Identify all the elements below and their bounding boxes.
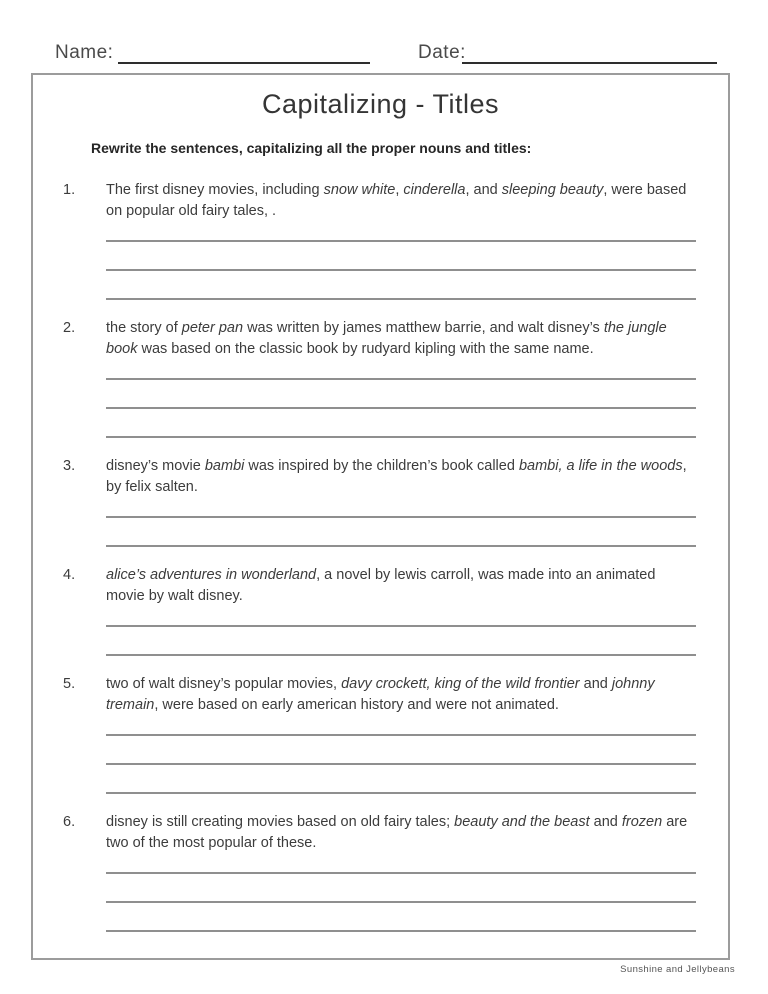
sentence-text: two of walt disney’s popular movies, bbox=[106, 676, 342, 692]
title-italic-text: davy crockett, king of the wild frontier bbox=[341, 676, 580, 692]
item-sentence bbox=[106, 565, 696, 607]
answer-line bbox=[106, 765, 696, 794]
title-italic-text: cinderella bbox=[403, 182, 466, 198]
title-italic-text: johnny tremain bbox=[106, 676, 655, 713]
answer-line bbox=[106, 607, 696, 627]
sentence-text: , were based on early american history and were not animated. bbox=[154, 697, 559, 713]
answer-line bbox=[106, 518, 696, 547]
item-body bbox=[106, 812, 696, 932]
item-body bbox=[106, 180, 696, 300]
title-italic-text: the jungle book bbox=[106, 320, 667, 357]
answer-line bbox=[106, 903, 696, 932]
answer-lines bbox=[106, 222, 696, 300]
item-number: 2. bbox=[63, 320, 76, 336]
answer-line bbox=[106, 380, 696, 409]
worksheet-frame bbox=[31, 73, 730, 960]
name-blank-line bbox=[118, 62, 370, 64]
answer-lines bbox=[106, 607, 696, 656]
item-number: 1. bbox=[63, 182, 76, 198]
sentence-text: disney is still creating movies based on old fairy tales; bbox=[106, 814, 455, 830]
sentence-text: the story of bbox=[106, 320, 182, 336]
answer-line bbox=[106, 627, 696, 656]
answer-lines bbox=[106, 360, 696, 438]
worksheet-item bbox=[33, 565, 728, 656]
sentence-text: , a novel by lewis carroll, was made into an animated movie by walt disney. bbox=[106, 567, 656, 604]
answer-line bbox=[106, 409, 696, 438]
sentence-text: and bbox=[579, 676, 612, 692]
item-number: 5. bbox=[63, 676, 76, 692]
item-sentence bbox=[106, 456, 696, 498]
date-blank-line bbox=[462, 62, 717, 64]
sentence-text: , were based on popular old fairy tales, . bbox=[106, 182, 687, 219]
sentence-text: The first disney movies, including bbox=[106, 182, 324, 198]
sentence-text: , by felix salten. bbox=[106, 458, 687, 495]
item-sentence bbox=[106, 180, 696, 222]
sentence-text: , and bbox=[465, 182, 502, 198]
worksheet-item bbox=[33, 456, 728, 547]
sentence-text: disney’s movie bbox=[106, 458, 205, 474]
item-sentence bbox=[106, 812, 696, 854]
instructions-text: Rewrite the sentences, capitalizing all the proper nouns and titles: bbox=[91, 140, 532, 156]
worksheet-item bbox=[33, 674, 728, 794]
title-italic-text: alice’s adventures in wonderland bbox=[106, 567, 317, 583]
title-italic-text: peter pan bbox=[181, 320, 244, 336]
answer-lines bbox=[106, 716, 696, 794]
answer-line bbox=[106, 498, 696, 518]
worksheet-item bbox=[33, 318, 728, 438]
item-body bbox=[106, 456, 696, 547]
answer-line bbox=[106, 716, 696, 736]
answer-line bbox=[106, 242, 696, 271]
sentence-text: are two of the most popular of these. bbox=[106, 814, 688, 851]
credit-text: Sunshine and Jellybeans bbox=[620, 964, 735, 975]
sentence-text: was based on the classic book by rudyard kipling with the same name. bbox=[137, 341, 594, 357]
answer-line bbox=[106, 854, 696, 874]
answer-line bbox=[106, 271, 696, 300]
item-sentence bbox=[106, 318, 696, 360]
worksheet-item bbox=[33, 812, 728, 932]
sentence-text: , bbox=[395, 182, 404, 198]
answer-lines bbox=[106, 854, 696, 932]
title-italic-text: sleeping beauty bbox=[501, 182, 604, 198]
item-body bbox=[106, 318, 696, 438]
answer-line bbox=[106, 360, 696, 380]
item-number: 4. bbox=[63, 567, 76, 583]
answer-line bbox=[106, 874, 696, 903]
title-italic-text: frozen bbox=[621, 814, 663, 830]
date-label: Date: bbox=[418, 42, 466, 63]
answer-lines bbox=[106, 498, 696, 547]
page-title: Capitalizing - Titles bbox=[261, 89, 500, 119]
item-body bbox=[106, 565, 696, 656]
title-italic-text: bambi, a life in the woods bbox=[518, 458, 683, 474]
title-italic-text: bambi bbox=[204, 458, 245, 474]
item-sentence bbox=[106, 674, 696, 716]
answer-line bbox=[106, 736, 696, 765]
item-body bbox=[106, 674, 696, 794]
sentence-text: was inspired by the children’s book called bbox=[244, 458, 519, 474]
sentence-text: and bbox=[589, 814, 622, 830]
items-list bbox=[33, 180, 728, 932]
sentence-text: was written by james matthew barrie, and walt disney’s bbox=[243, 320, 604, 336]
worksheet-item bbox=[33, 180, 728, 300]
item-number: 6. bbox=[63, 814, 76, 830]
title-italic-text: beauty and the beast bbox=[454, 814, 590, 830]
name-label: Name: bbox=[55, 42, 114, 63]
item-number: 3. bbox=[63, 458, 76, 474]
answer-line bbox=[106, 222, 696, 242]
title-italic-text: snow white bbox=[323, 182, 396, 198]
